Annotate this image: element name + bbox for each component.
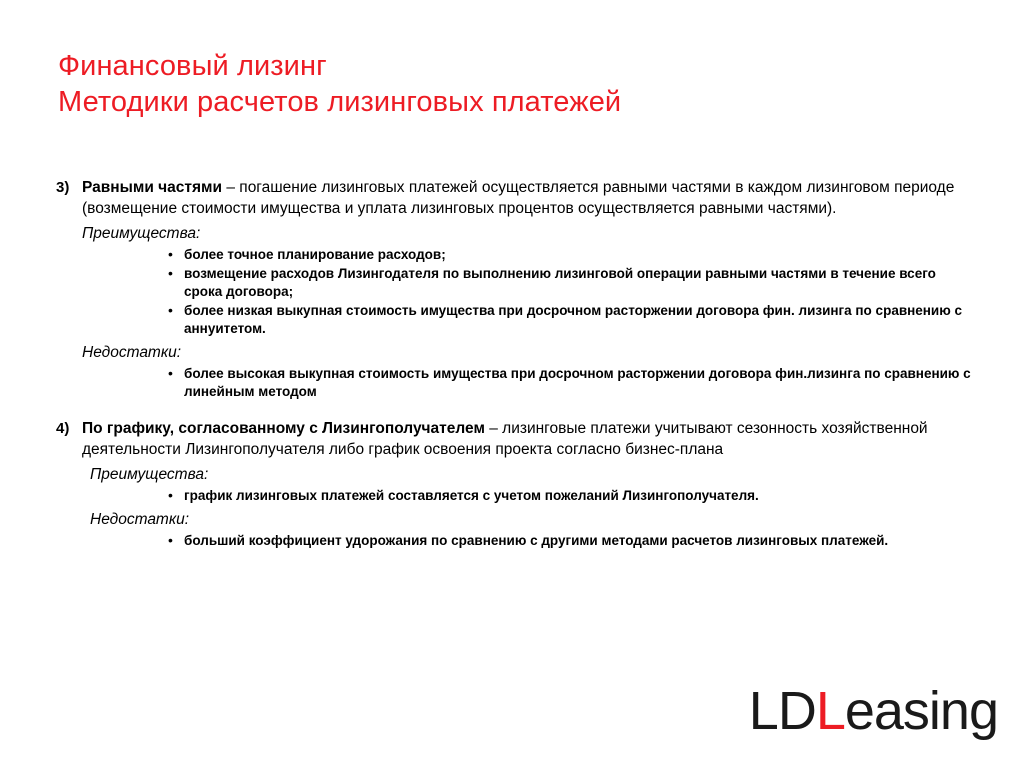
logo-l-accent: L [815, 681, 845, 741]
title-line-1: Финансовый лизинг [58, 50, 327, 82]
section-3-text [82, 178, 976, 219]
section-3-body: – погашение лизинговых платежей осуществляется равными частями в каждом лизинговом периоде (возмещение стоимости имущества и уплата лизинговых процентов осуществляется равными частями). [82, 179, 955, 217]
section-3-number: 3) [56, 179, 70, 196]
section-4-disadvantages-label: Недостатки: [90, 511, 190, 528]
section-4-body: – лизинговые платежи учитывают сезонность хозяйственной деятельности Лизингополучателя либо график освоения проекта согласно бизнес-плана [82, 420, 928, 458]
list-item: • более низкая выкупная стоимость имущества при досрочном расторжении договора фин. лизинга по сравнению с аннуитетом. [166, 302, 976, 338]
section-4-advantages-list [56, 487, 976, 505]
section-4-text [82, 419, 976, 460]
section-3-disadvantages-list [56, 365, 976, 401]
title-line-2: Методики расчетов лизинговых платежей [58, 86, 622, 118]
section-4-advantages-label: Преимущества: [90, 466, 209, 483]
slide-body [56, 178, 976, 551]
logo-easing-text: easing [844, 681, 998, 741]
section-3-disadvantages-label: Недостатки: [82, 344, 182, 361]
section-4 [56, 419, 976, 460]
section-4-number: 4) [56, 420, 70, 437]
list-item: • больший коэффициент удорожания по сравнению с другими методами расчетов лизинговых платежей. [166, 532, 976, 550]
list-item: • более точное планирование расходов; [166, 246, 976, 264]
list-item: • график лизинговых платежей составляется с учетом пожеланий Лизингополучателя. [166, 487, 976, 505]
section-4-disadvantages-list [56, 532, 976, 550]
ld-leasing-logo [748, 681, 998, 741]
list-item: • более высокая выкупная стоимость имущества при досрочном расторжении договора фин.лизинга по сравнению с линейным методом [166, 365, 976, 401]
list-item: • возмещение расходов Лизингодателя по выполнению лизинговой операции равными частями в течение всего срока договора; [166, 265, 976, 301]
section-4-lead: По графику, согласованному с Лизингополучателем [82, 420, 485, 437]
section-3-advantages-list [56, 246, 976, 338]
page-title [58, 48, 958, 120]
logo-ld-text: LD [748, 681, 816, 741]
section-3 [56, 178, 976, 219]
section-3-lead: Равными частями [82, 179, 223, 196]
section-3-advantages-label: Преимущества: [82, 225, 201, 242]
